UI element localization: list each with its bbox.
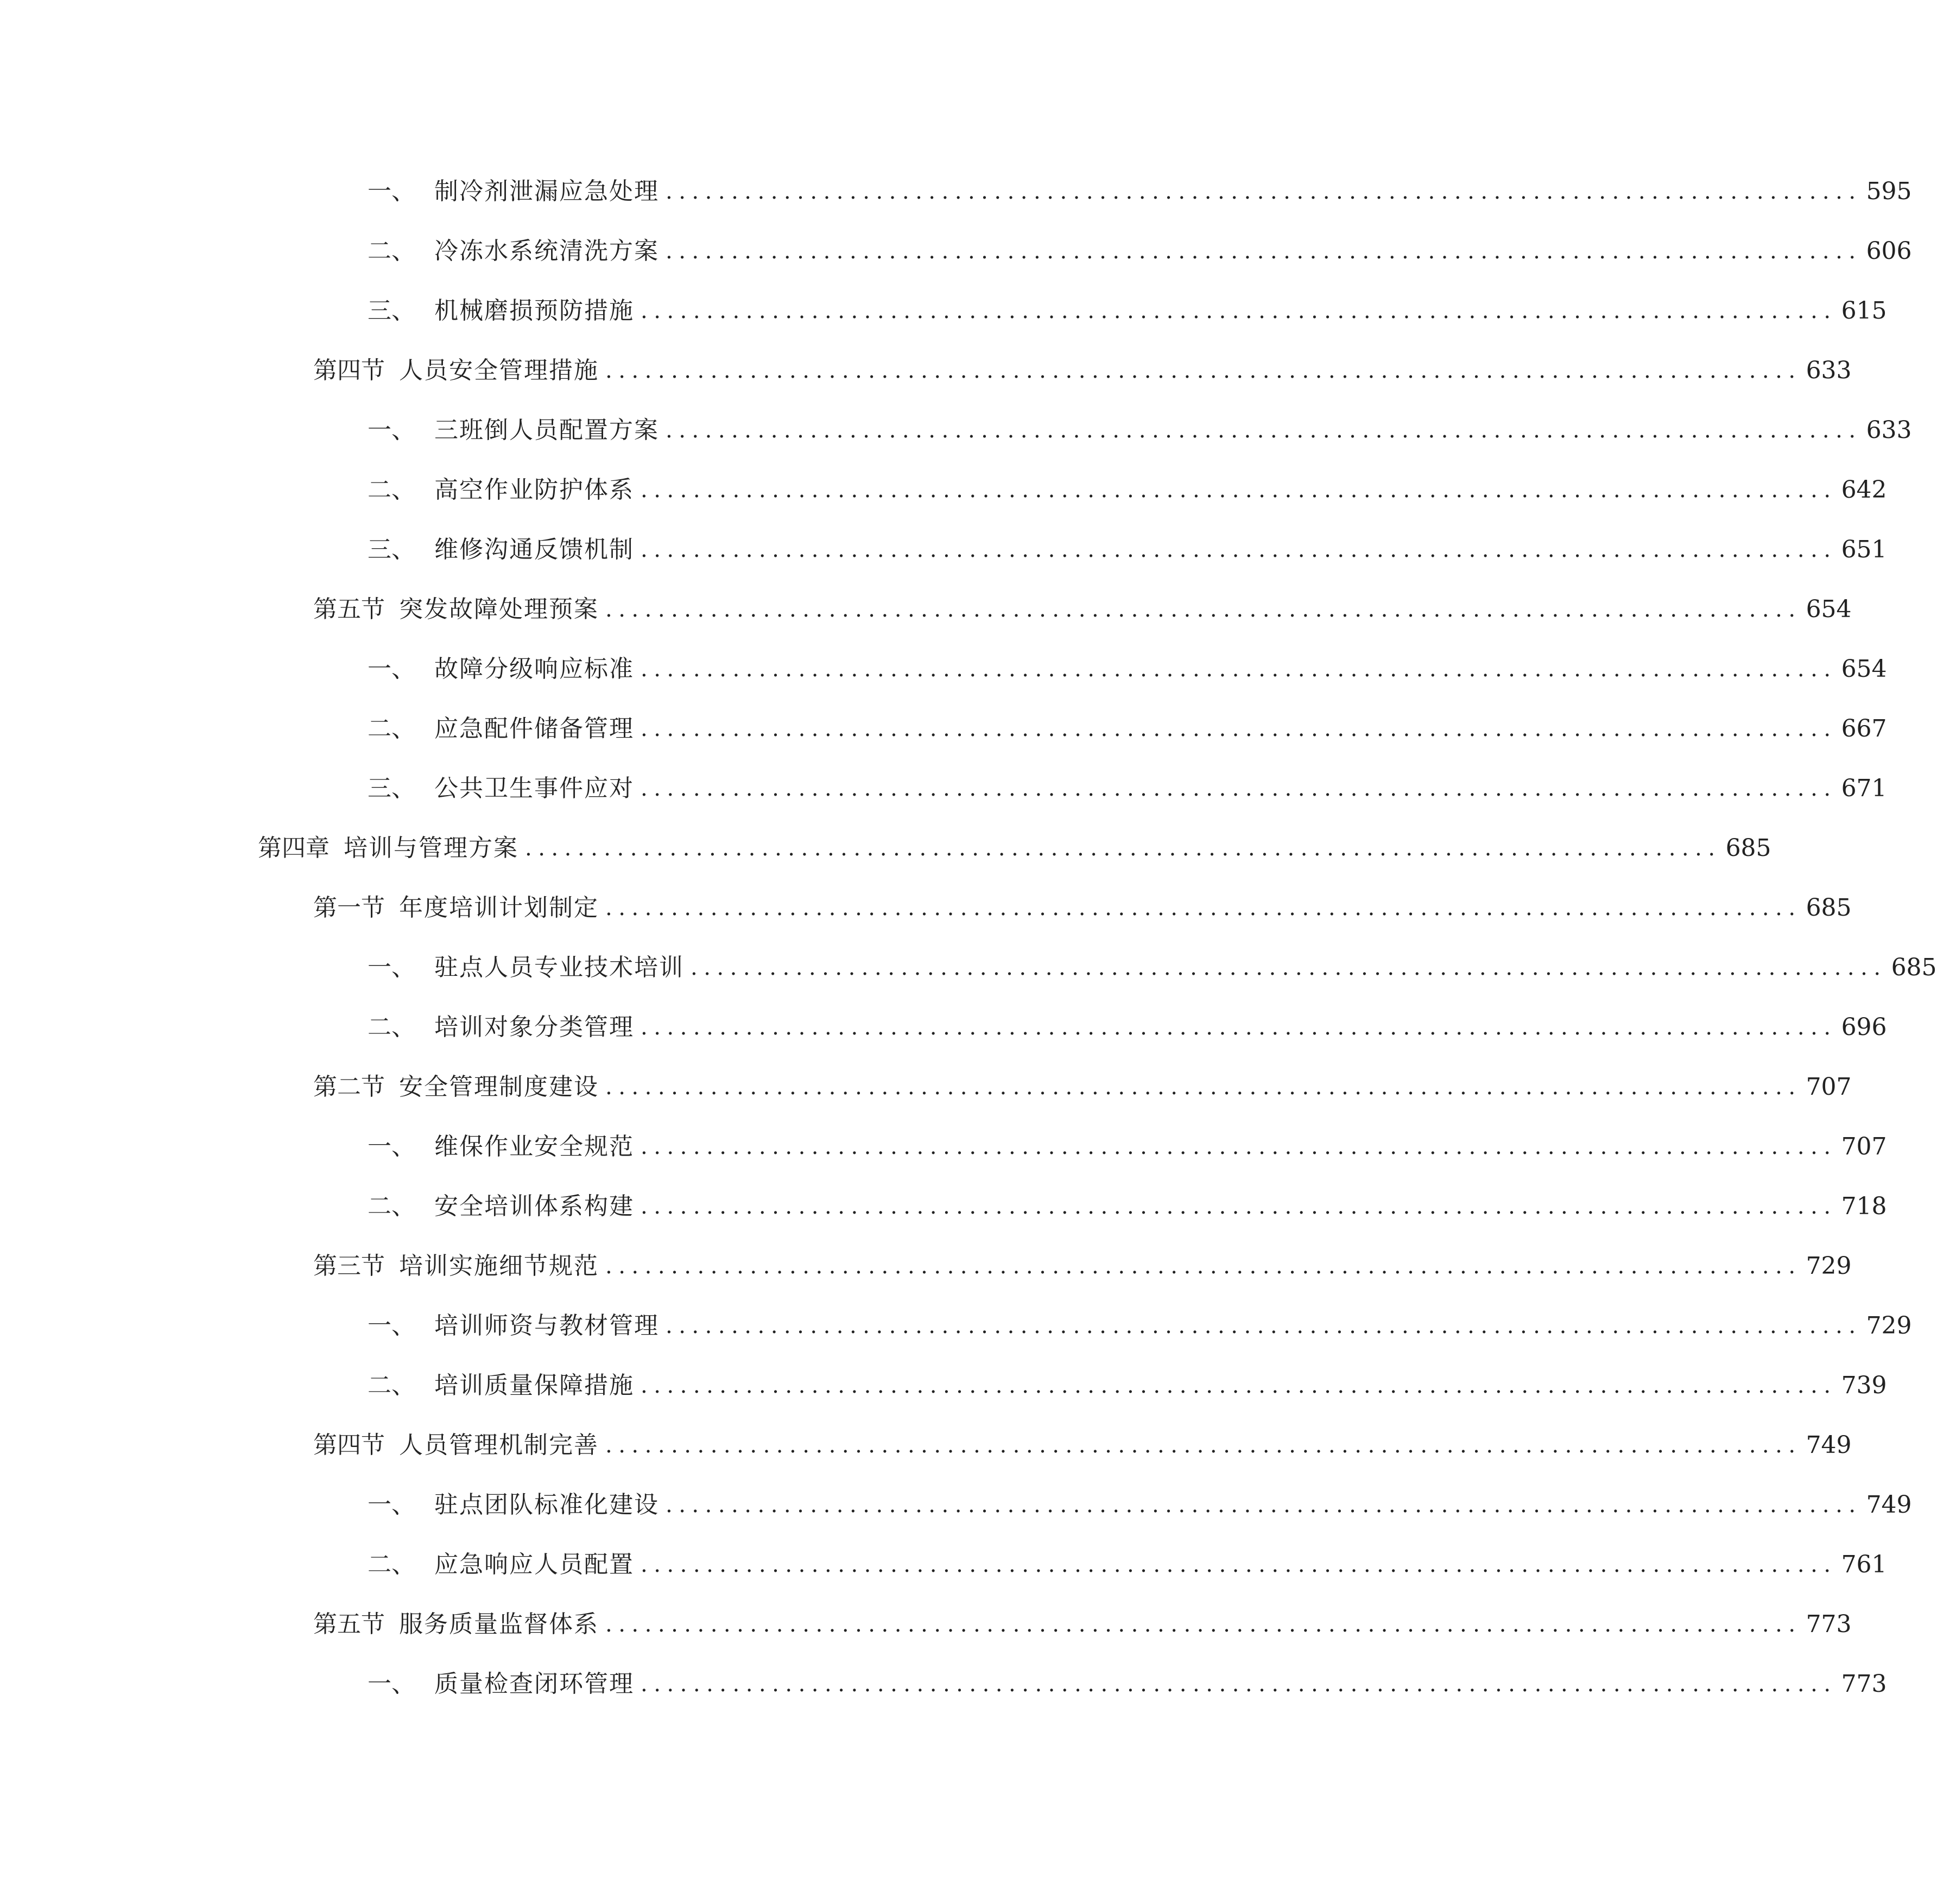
entry-title: 制冷剂泄漏应急处理 [434,177,659,205]
entry-number: 三、 [368,775,415,802]
toc-entry[interactable] [368,1546,1887,1584]
entry-page-number: 739 [1841,1372,1887,1399]
entry-title: 培训师资与教材管理 [434,1312,659,1340]
toc-entry[interactable] [313,1068,1852,1106]
dot-leader: ........................................................................................... [641,657,1837,682]
dot-leader: ........................................................................................... [605,1612,1802,1637]
entry-page-number: 642 [1841,476,1887,504]
entry-page-number: 654 [1806,595,1852,623]
entry-number: 第五节 [313,1610,385,1638]
dot-leader: ........................................................................................... [641,1373,1837,1398]
entry-title: 培训与管理方案 [344,834,518,862]
entry-page-number: 773 [1806,1610,1852,1638]
entry-title: 机械磨损预防措施 [434,297,634,325]
entry-page-number: 696 [1841,1013,1887,1041]
toc-entry[interactable] [368,1486,1912,1524]
entry-title: 驻点团队标准化建设 [434,1491,659,1519]
toc-entry[interactable] [313,889,1852,927]
entry-page-number: 651 [1841,536,1887,563]
entry-number: 二、 [368,1013,415,1041]
dot-leader: ........................................................................................... [605,896,1802,921]
entry-number: 二、 [368,715,415,742]
dot-leader: ........................................................................................... [666,418,1862,443]
dot-leader: ........................................................................................... [605,1075,1802,1100]
entry-page-number: 685 [1806,894,1852,922]
entry-page-number: 707 [1841,1133,1887,1160]
toc-entry[interactable] [368,173,1912,211]
toc-entry[interactable] [368,1665,1887,1703]
dot-leader: ........................................................................................... [641,1134,1837,1159]
toc-entry[interactable] [368,650,1887,688]
toc-entry[interactable] [368,1367,1887,1405]
entry-page-number: 685 [1891,954,1937,981]
toc-entry[interactable] [313,1426,1852,1464]
entry-page-number: 707 [1806,1073,1852,1101]
entry-title: 高空作业防护体系 [434,476,634,504]
toc-entry[interactable] [368,471,1887,509]
entry-page-number: 671 [1841,775,1887,802]
entry-number: 第四节 [313,357,385,384]
entry-title: 培训对象分类管理 [434,1013,634,1041]
toc-entry[interactable] [368,292,1887,330]
entry-page-number: 718 [1841,1192,1887,1220]
dot-leader: ........................................................................................... [666,179,1862,204]
entry-page-number: 633 [1866,416,1912,444]
dot-leader: ........................................................................................... [641,776,1837,801]
entry-number: 二、 [368,1372,415,1399]
toc-entry[interactable] [368,232,1912,270]
dot-leader: ........................................................................................... [605,597,1802,622]
dot-leader: ........................................................................................... [525,836,1721,861]
entry-number: 第二节 [313,1073,385,1101]
entry-page-number: 729 [1866,1312,1912,1340]
entry-page-number: 749 [1806,1431,1852,1459]
entry-title: 安全培训体系构建 [434,1192,634,1220]
toc-entry[interactable] [313,1605,1852,1643]
entry-title: 培训实施细节规范 [399,1252,599,1280]
dot-leader: ........................................................................................... [641,299,1837,323]
dot-leader: ........................................................................................... [641,537,1837,562]
entry-number: 三、 [368,297,415,325]
toc-entry[interactable] [368,411,1912,449]
entry-number: 二、 [368,237,415,265]
toc-entry[interactable] [368,770,1887,808]
entry-page-number: 606 [1866,237,1912,265]
entry-page-number: 633 [1806,357,1852,384]
entry-number: 第一节 [313,894,385,922]
entry-page-number: 667 [1841,715,1887,742]
toc-entry[interactable] [368,949,1937,987]
entry-title: 冷冻水系统清洗方案 [434,237,659,265]
entry-number: 一、 [368,954,415,981]
entry-number: 一、 [368,177,415,205]
entry-title: 服务质量监督体系 [399,1610,599,1638]
toc-entry[interactable] [258,829,1771,867]
entry-page-number: 595 [1866,177,1912,205]
toc-entry[interactable] [368,710,1887,748]
entry-number: 第三节 [313,1252,385,1280]
entry-title: 故障分级响应标准 [434,655,634,683]
dot-leader: ........................................................................................... [666,1493,1862,1518]
dot-leader: ........................................................................................... [691,955,1887,980]
entry-title: 安全管理制度建设 [399,1073,599,1101]
entry-title: 维修沟通反馈机制 [434,536,634,563]
entry-number: 三、 [368,536,415,563]
entry-page-number: 729 [1806,1252,1852,1280]
entry-number: 二、 [368,476,415,504]
dot-leader: ........................................................................................... [641,716,1837,741]
entry-number: 一、 [368,416,415,444]
dot-leader: ........................................................................................... [641,478,1837,503]
entry-number: 一、 [368,655,415,683]
entry-number: 二、 [368,1551,415,1578]
entry-page-number: 685 [1725,834,1771,862]
entry-number: 第五节 [313,595,385,623]
entry-number: 二、 [368,1192,415,1220]
dot-leader: ........................................................................................... [641,1672,1837,1697]
dot-leader: ........................................................................................... [641,1194,1837,1219]
entry-title: 应急配件储备管理 [434,715,634,742]
entry-page-number: 654 [1841,655,1887,683]
entry-page-number: 615 [1841,297,1887,325]
entry-page-number: 761 [1841,1551,1887,1578]
toc-entry[interactable] [313,591,1852,629]
toc-entry[interactable] [368,1008,1887,1046]
dot-leader: ........................................................................................... [666,1313,1862,1338]
entry-title: 驻点人员专业技术培训 [434,954,684,981]
dot-leader: ........................................................................................... [605,1433,1802,1458]
entry-title: 应急响应人员配置 [434,1551,634,1578]
entry-number: 一、 [368,1670,415,1698]
entry-title: 突发故障处理预案 [399,595,599,623]
entry-number: 一、 [368,1491,415,1519]
entry-title: 质量检查闭环管理 [434,1670,634,1698]
toc-entry[interactable] [368,1128,1887,1166]
entry-page-number: 773 [1841,1670,1887,1698]
entry-title: 三班倒人员配置方案 [434,416,659,444]
entry-number: 第四节 [313,1431,385,1459]
entry-title: 人员安全管理措施 [399,357,599,384]
dot-leader: ........................................................................................... [641,1015,1837,1040]
toc-entry[interactable] [368,1307,1912,1345]
dot-leader: ........................................................................................... [666,239,1862,264]
toc-entry[interactable] [313,352,1852,390]
entry-title: 公共卫生事件应对 [434,775,634,802]
entry-number: 一、 [368,1312,415,1340]
entry-title: 维保作业安全规范 [434,1133,634,1160]
dot-leader: ........................................................................................... [641,1552,1837,1577]
dot-leader: ........................................................................................... [605,358,1802,383]
entry-title: 人员管理机制完善 [399,1431,599,1459]
toc-entry[interactable] [368,1188,1887,1226]
entry-number: 第四章 [258,834,330,862]
dot-leader: ........................................................................................... [605,1254,1802,1279]
toc-entry[interactable] [368,531,1887,569]
entry-title: 培训质量保障措施 [434,1372,634,1399]
entry-title: 年度培训计划制定 [399,894,599,922]
entry-page-number: 749 [1866,1491,1912,1519]
toc-entry[interactable] [313,1247,1852,1285]
entry-number: 一、 [368,1133,415,1160]
